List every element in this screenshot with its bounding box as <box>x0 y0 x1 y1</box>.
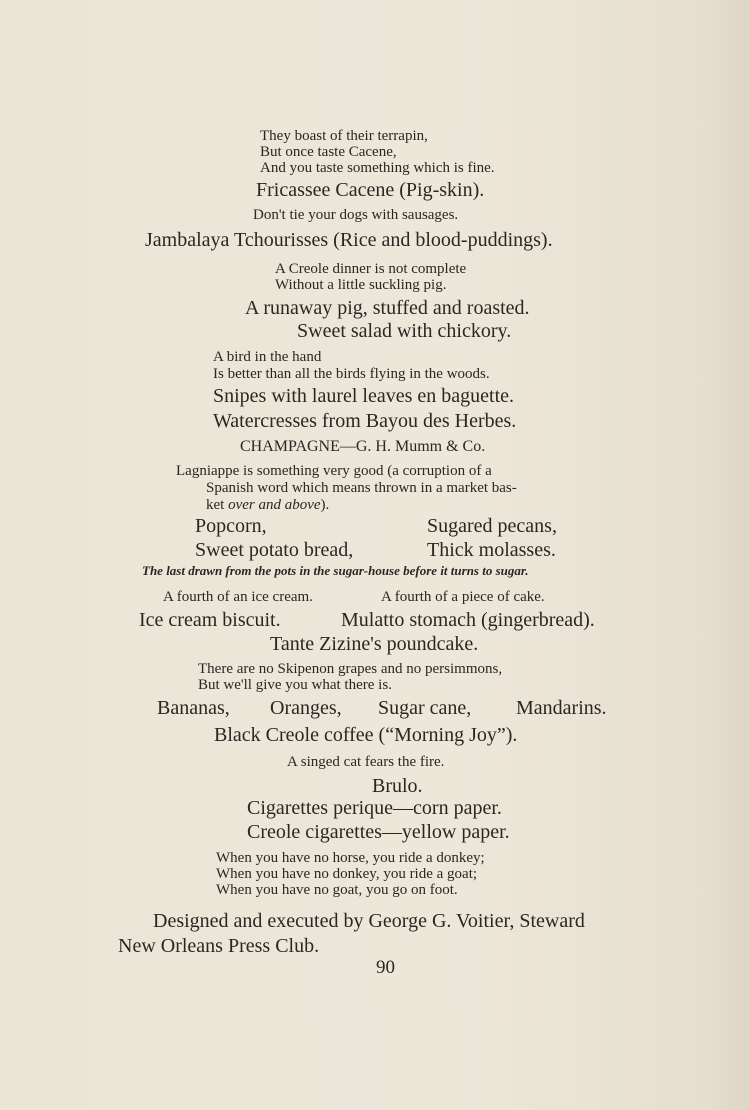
dish-jambalaya: Jambalaya Tchourisses (Rice and blood-puddings). <box>145 229 553 251</box>
verse-dinner-line-2: Without a little suckling pig. <box>275 277 447 293</box>
item-creole-cigarettes: Creole cigarettes—yellow paper. <box>247 821 510 843</box>
dessert-ice-cream-biscuit: Ice cream biscuit. <box>139 609 281 631</box>
fruit-oranges: Oranges, <box>270 697 342 719</box>
dish-snipes: Snipes with laurel leaves en baguette. <box>213 385 515 407</box>
proverb-horse-line-2: When you have no donkey, you ride a goat; <box>216 866 478 882</box>
proverb-fourth-cake: A fourth of a piece of cake. <box>381 589 545 605</box>
credit-press-club: New Orleans Press Club. <box>118 935 320 957</box>
wine-champagne: CHAMPAGNE—G. H. Mumm & Co. <box>240 438 486 455</box>
proverb-horse-line-3: When you have no goat, you go on foot. <box>216 882 458 898</box>
verse-terrapin-line-2: But once taste Cacene, <box>260 144 397 160</box>
credit-designer: Designed and executed by George G. Voitier, Steward <box>153 910 585 932</box>
fruit-mandarins: Mandarins. <box>516 697 607 719</box>
proverb-fourth-ice-cream: A fourth of an ice cream. <box>163 589 313 605</box>
note-grapes-line-1: There are no Skipenon grapes and no persimmons, <box>198 661 503 677</box>
fruit-sugar-cane: Sugar cane, <box>378 697 472 719</box>
note-grapes-line-2: But we'll give you what there is. <box>198 677 392 693</box>
dish-runaway-pig: A runaway pig, stuffed and roasted. <box>245 297 530 319</box>
proverb-singed-cat: A singed cat fears the fire. <box>287 754 445 770</box>
item-popcorn: Popcorn, <box>195 515 267 537</box>
note-lagniappe-italic: over and above <box>228 497 321 513</box>
note-lagniappe-line-2: Spanish word which means thrown in a market bas- <box>206 480 517 496</box>
fruit-bananas: Bananas, <box>157 697 230 719</box>
page-number: 90 <box>376 957 395 978</box>
dish-sweet-salad: Sweet salad with chickory. <box>297 320 512 342</box>
dish-fricassee: Fricassee Cacene (Pig-skin). <box>256 179 485 201</box>
proverb-bird-line-1: A bird in the hand <box>213 349 322 365</box>
item-brulo: Brulo. <box>372 775 423 797</box>
coffee-morning-joy: Black Creole coffee (“Morning Joy”). <box>214 724 518 746</box>
dessert-mulatto-stomach: Mulatto stomach (gingerbread). <box>341 609 595 631</box>
note-lagniappe-ket: ket <box>206 497 225 513</box>
dessert-poundcake: Tante Zizine's poundcake. <box>270 633 479 655</box>
proverb-bird-line-2: Is better than all the birds flying in the woods. <box>213 366 490 382</box>
proverb-horse-line-1: When you have no horse, you ride a donkey; <box>216 850 485 866</box>
item-cigarettes-perique: Cigarettes perique—corn paper. <box>247 797 502 819</box>
item-sweet-potato-bread: Sweet potato bread, <box>195 539 354 561</box>
note-lagniappe-line-3 <box>206 498 329 513</box>
dish-watercresses: Watercresses from Bayou des Herbes. <box>213 410 517 432</box>
note-lagniappe-end: ). <box>320 497 330 513</box>
note-molasses: The last drawn from the pots in the sugar-house before it turns to sugar. <box>142 563 529 578</box>
verse-dinner-line-1: A Creole dinner is not complete <box>275 261 467 277</box>
proverb-sausages: Don't tie your dogs with sausages. <box>253 207 459 223</box>
item-thick-molasses: Thick molasses. <box>427 539 556 561</box>
note-lagniappe-line-1: Lagniappe is something very good (a corruption of a <box>176 463 492 479</box>
verse-terrapin-line-3: And you taste something which is fine. <box>260 160 495 176</box>
verse-terrapin-line-1: They boast of their terrapin, <box>260 128 428 144</box>
item-sugared-pecans: Sugared pecans, <box>427 515 557 537</box>
